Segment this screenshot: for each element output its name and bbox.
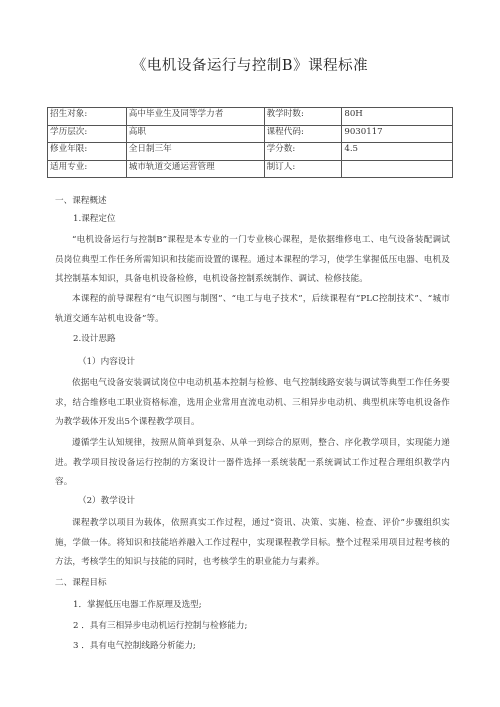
info-value-cell: 80H: [342, 108, 453, 126]
info-row: [48, 143, 453, 161]
info-value-cell: 全日制三年: [126, 143, 264, 161]
section-overview-heading: 一、课程概述: [55, 196, 107, 206]
info-label-cell: 学分数:: [264, 143, 342, 161]
info-value-cell: 城市轨道交通运营管理: [126, 160, 264, 178]
info-value-cell: 高职: [126, 125, 264, 143]
positioning-paragraph-1: “电机设备运行与控制B”课程是本专业的一门专业核心课程，是依据维修电工、电气设备装配调试员岗位典型工作任务所需知识和技能而设置的课程。通过本课程的学习，使学生掌握低压电器、电机及其控制基本知识，具备电机设备检修，电机设备控制系统制作、调试、检修技能。: [55, 235, 450, 284]
info-label-cell: 学历层次:: [48, 125, 127, 143]
info-value-cell: 9030117: [342, 125, 453, 143]
info-label-cell: 教学时数:: [264, 108, 342, 126]
info-value-cell: [342, 160, 453, 178]
objective-item-3: 3 ．具有电气控制线路分析能力;: [73, 641, 196, 651]
info-row: [48, 160, 453, 178]
positioning-heading: 1.课程定位: [73, 214, 116, 224]
objective-item-2: 2 ．具有三相异步电动机运行控制与检修能力;: [73, 621, 248, 631]
content-paragraph-1: 依据电气设备安装调试岗位中电动机基本控制与检修、电气控制线路安装与调试等典型工作任务要求，结合维修电工职业资格标准，选用企业常用直流电动机、三相异步电动机、典型机床等电机设备作为教学载体开发出5个课程教学项目。: [55, 378, 450, 427]
info-label-cell: 制订人:: [264, 160, 342, 178]
info-label-cell: 修业年限:: [48, 143, 127, 161]
design-heading: 2.设计思路: [73, 334, 116, 344]
info-row: [48, 125, 453, 143]
objective-item-1: 1．掌握低压电器工作原理及选型;: [73, 600, 202, 610]
document-title: 《电机设备运行与控制B》课程标准: [131, 58, 369, 74]
content-paragraph-2: 遵循学生认知规律，按照从简单到复杂、从单一到综合的原则，整合、序化教学项目，实现能力递进。教学项目按设备运行控制的方案设计一器件选择一系统装配一系统调试工作过程合理组织教学内容。: [55, 438, 450, 487]
info-row: [48, 108, 453, 126]
info-label-cell: 课程代码:: [264, 125, 342, 143]
info-label-cell: 招生对象:: [48, 108, 127, 126]
teaching-design-heading: （2）教学设计: [78, 496, 136, 506]
info-value-cell: 高中毕业生及同等学力者: [126, 108, 264, 126]
info-value-cell: 4.5: [342, 143, 453, 161]
course-info-table: [47, 107, 453, 178]
info-label-cell: 适用专业:: [48, 160, 127, 178]
section-objectives-heading: 二、课程目标: [55, 578, 107, 588]
teaching-paragraph-1: 课程教学以项目为载体，依照真实工作过程，通过“资讯、决策、实施、检查、评价”步骤组织实施，学做一体。将知识和技能培养融入工作过程中，实现课程教学目标。整个过程采用项目过程考核的方法，考核学生的知识与技能的同时，也考核学生的职业能力与素养。: [55, 518, 450, 567]
content-design-heading: （1）内容设计: [78, 357, 136, 367]
positioning-paragraph-2: 本课程的前导课程有“电气识图与制图”、“电工与电子技术”，后续课程有“PLC控制技术”、“城市轨道交通车站机电设备”等。: [55, 294, 450, 324]
